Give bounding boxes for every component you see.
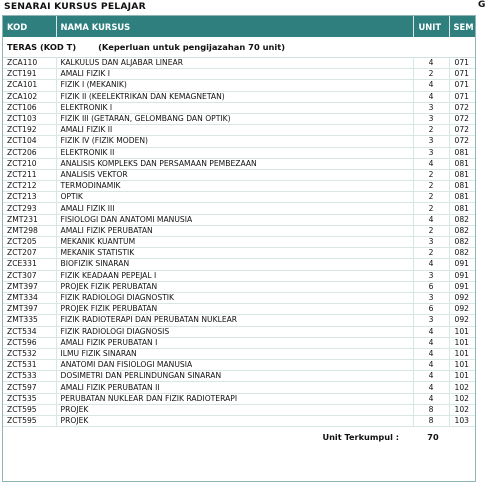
course-unit: 4: [413, 58, 449, 69]
course-name: PERUBATAN NUKLEAR DAN FIZIK RADIOTERAPI: [56, 393, 413, 404]
course-unit: 4: [413, 91, 449, 102]
course-code: ZCT106: [3, 102, 56, 113]
course-sem: 071: [449, 58, 475, 69]
course-sem: 101: [449, 337, 475, 348]
table-row: [3, 158, 475, 169]
course-code: ZMT397: [3, 304, 56, 315]
table-row: [3, 181, 475, 192]
table-row: [3, 281, 475, 292]
table-row: [3, 259, 475, 270]
course-name: ANALISIS KOMPLEKS DAN PERSAMAAN PEMBEZAAN: [56, 158, 413, 169]
course-table: [3, 16, 475, 447]
table-row: [3, 169, 475, 180]
course-name: FIZIK KEADAAN PEPEJAL I: [56, 270, 413, 281]
course-unit: 3: [413, 270, 449, 281]
course-sem: 081: [449, 181, 475, 192]
course-code: ZMT335: [3, 315, 56, 326]
section-header: [3, 37, 475, 58]
table-row: [3, 237, 475, 248]
course-code: ZCT531: [3, 360, 56, 371]
total-label: Unit Terkumpul :: [322, 432, 399, 443]
course-unit: 3: [413, 315, 449, 326]
course-code: ZCT532: [3, 348, 56, 359]
table-row: [3, 136, 475, 147]
course-name: FIZIK II (KEELEKTRIKAN DAN KEMAGNETAN): [56, 91, 413, 102]
course-code: ZCT205: [3, 237, 56, 248]
course-unit: 6: [413, 281, 449, 292]
course-code: ZCT535: [3, 393, 56, 404]
total-value: 70: [427, 432, 439, 443]
course-unit: 2: [413, 181, 449, 192]
course-sem: 081: [449, 147, 475, 158]
table-row: [3, 348, 475, 359]
course-code: ZMT397: [3, 281, 56, 292]
course-unit: 2: [413, 225, 449, 236]
course-name: ELEKTRONIK I: [56, 102, 413, 113]
course-sem: 101: [449, 326, 475, 337]
course-name: AMALI FIZIK III: [56, 203, 413, 214]
course-name: MEKANIK KUANTUM: [56, 237, 413, 248]
course-name: ANATOMI DAN FISIOLOGI MANUSIA: [56, 360, 413, 371]
course-name: PROJEK FIZIK PERUBATAN: [56, 281, 413, 292]
course-code: ZCT533: [3, 371, 56, 382]
course-code: ZCE331: [3, 259, 56, 270]
course-sem: 101: [449, 371, 475, 382]
course-sem: 103: [449, 416, 475, 427]
course-list-panel: [2, 15, 476, 482]
course-sem: 072: [449, 125, 475, 136]
course-code: ZCT210: [3, 158, 56, 169]
page-title: SENARAI KURSUS PELAJAR: [4, 1, 146, 12]
table-row: [3, 404, 475, 415]
course-name: KALKULUS DAN ALJABAR LINEAR: [56, 58, 413, 69]
course-name: AMALI FIZIK PERUBATAN: [56, 225, 413, 236]
section-header-row: [3, 37, 475, 58]
section-note: (Keperluan untuk pengijazahan 70 unit): [98, 42, 286, 52]
course-name: ANALISIS VEKTOR: [56, 169, 413, 180]
total-row: [3, 427, 475, 448]
table-row: [3, 337, 475, 348]
course-code: ZCA110: [3, 58, 56, 69]
course-name: AMALI FIZIK PERUBATAN I: [56, 337, 413, 348]
table-row: [3, 113, 475, 124]
course-unit: 3: [413, 292, 449, 303]
header-sem: SEM: [449, 16, 475, 37]
course-name: FIZIK III (GETARAN, GELOMBANG DAN OPTIK): [56, 113, 413, 124]
course-name: AMALI FIZIK PERUBATAN II: [56, 382, 413, 393]
course-unit: 6: [413, 304, 449, 315]
course-name: FIZIK RADIOLOGI DIAGNOSIS: [56, 326, 413, 337]
course-code: ZCT207: [3, 248, 56, 259]
table-row: [3, 360, 475, 371]
course-code: ZCT192: [3, 125, 56, 136]
course-sem: 072: [449, 136, 475, 147]
course-unit: 4: [413, 337, 449, 348]
course-code: ZCT206: [3, 147, 56, 158]
course-code: ZCT595: [3, 404, 56, 415]
course-name: AMALI FIZIK II: [56, 125, 413, 136]
course-unit: 2: [413, 248, 449, 259]
course-code: ZCT597: [3, 382, 56, 393]
course-code: ZCA102: [3, 91, 56, 102]
course-unit: 4: [413, 158, 449, 169]
course-name: FISIOLOGI DAN ANATOMI MANUSIA: [56, 214, 413, 225]
course-unit: 8: [413, 416, 449, 427]
course-name: ILMU FIZIK SINARAN: [56, 348, 413, 359]
course-unit: 2: [413, 69, 449, 80]
course-code: ZMT334: [3, 292, 56, 303]
table-row: [3, 371, 475, 382]
course-sem: 091: [449, 270, 475, 281]
course-unit: 4: [413, 348, 449, 359]
course-name: PROJEK: [56, 404, 413, 415]
course-name: MEKANIK STATISTIK: [56, 248, 413, 259]
table-row: [3, 192, 475, 203]
course-unit: 4: [413, 360, 449, 371]
course-sem: 082: [449, 237, 475, 248]
course-code: ZCT104: [3, 136, 56, 147]
course-unit: 8: [413, 404, 449, 415]
course-sem: 081: [449, 192, 475, 203]
course-sem: 092: [449, 304, 475, 315]
header-unit: UNIT: [413, 16, 449, 37]
course-unit: 4: [413, 326, 449, 337]
cropped-edge-text: G: [478, 0, 486, 10]
course-name: AMALI FIZIK I: [56, 69, 413, 80]
course-code: ZCT595: [3, 416, 56, 427]
course-code: ZCA101: [3, 80, 56, 91]
table-row: [3, 292, 475, 303]
course-sem: 091: [449, 281, 475, 292]
course-sem: 071: [449, 69, 475, 80]
course-code: ZCT534: [3, 326, 56, 337]
course-code: ZCT212: [3, 181, 56, 192]
table-row: [3, 58, 475, 69]
course-unit: 4: [413, 371, 449, 382]
course-unit: 4: [413, 80, 449, 91]
course-unit: 3: [413, 136, 449, 147]
course-sem: 082: [449, 248, 475, 259]
table-row: [3, 125, 475, 136]
header-code: KOD: [3, 16, 56, 37]
course-unit: 3: [413, 102, 449, 113]
course-sem: 082: [449, 214, 475, 225]
course-unit: 4: [413, 393, 449, 404]
course-code: ZCT103: [3, 113, 56, 124]
table-row: [3, 102, 475, 113]
course-code: ZMT231: [3, 214, 56, 225]
course-sem: 101: [449, 360, 475, 371]
table-row: [3, 416, 475, 427]
course-unit: 3: [413, 147, 449, 158]
course-name: FIZIK RADIOLOGI DIAGNOSTIK: [56, 292, 413, 303]
table-row: [3, 270, 475, 281]
course-sem: 102: [449, 382, 475, 393]
course-sem: 081: [449, 158, 475, 169]
table-row: [3, 315, 475, 326]
course-unit: 3: [413, 113, 449, 124]
table-row: [3, 248, 475, 259]
table-row: [3, 147, 475, 158]
table-row: [3, 214, 475, 225]
course-code: ZCT293: [3, 203, 56, 214]
table-row: [3, 393, 475, 404]
course-code: ZCT191: [3, 69, 56, 80]
course-sem: 071: [449, 91, 475, 102]
course-name: PROJEK FIZIK PERUBATAN: [56, 304, 413, 315]
course-code: ZCT213: [3, 192, 56, 203]
table-row: [3, 203, 475, 214]
course-unit: 2: [413, 192, 449, 203]
course-unit: 4: [413, 382, 449, 393]
course-code: ZCT596: [3, 337, 56, 348]
table-row: [3, 91, 475, 102]
course-name: BIOFIZIK SINARAN: [56, 259, 413, 270]
course-unit: 4: [413, 259, 449, 270]
course-code: ZMT298: [3, 225, 56, 236]
course-sem: 071: [449, 80, 475, 91]
course-name: ELEKTRONIK II: [56, 147, 413, 158]
table-row: [3, 225, 475, 236]
header-course-name: NAMA KURSUS: [56, 16, 413, 37]
course-sem: 091: [449, 259, 475, 270]
course-sem: 102: [449, 393, 475, 404]
course-unit: 2: [413, 125, 449, 136]
course-unit: 2: [413, 169, 449, 180]
course-rows: [3, 58, 475, 427]
table-row: [3, 326, 475, 337]
course-name: OPTIK: [56, 192, 413, 203]
course-sem: 072: [449, 102, 475, 113]
course-code: ZCT307: [3, 270, 56, 281]
course-sem: 082: [449, 225, 475, 236]
course-unit: 2: [413, 203, 449, 214]
course-sem: 092: [449, 292, 475, 303]
table-row: [3, 80, 475, 91]
table-row: [3, 382, 475, 393]
course-name: DOSIMETRI DAN PERLINDUNGAN SINARAN: [56, 371, 413, 382]
course-sem: 102: [449, 404, 475, 415]
table-row: [3, 69, 475, 80]
course-code: ZCT211: [3, 169, 56, 180]
course-name: FIZIK I (MEKANIK): [56, 80, 413, 91]
course-sem: 081: [449, 169, 475, 180]
course-sem: 092: [449, 315, 475, 326]
course-sem: 101: [449, 348, 475, 359]
table-header-row: [3, 16, 475, 37]
course-unit: 4: [413, 214, 449, 225]
course-sem: 072: [449, 113, 475, 124]
course-name: PROJEK: [56, 416, 413, 427]
course-unit: 3: [413, 237, 449, 248]
table-row: [3, 304, 475, 315]
section-title: TERAS (KOD T): [7, 42, 77, 52]
course-name: FIZIK IV (FIZIK MODEN): [56, 136, 413, 147]
course-name: FIZIK RADIOTERAPI DAN PERUBATAN NUKLEAR: [56, 315, 413, 326]
course-sem: 081: [449, 203, 475, 214]
course-name: TERMODINAMIK: [56, 181, 413, 192]
